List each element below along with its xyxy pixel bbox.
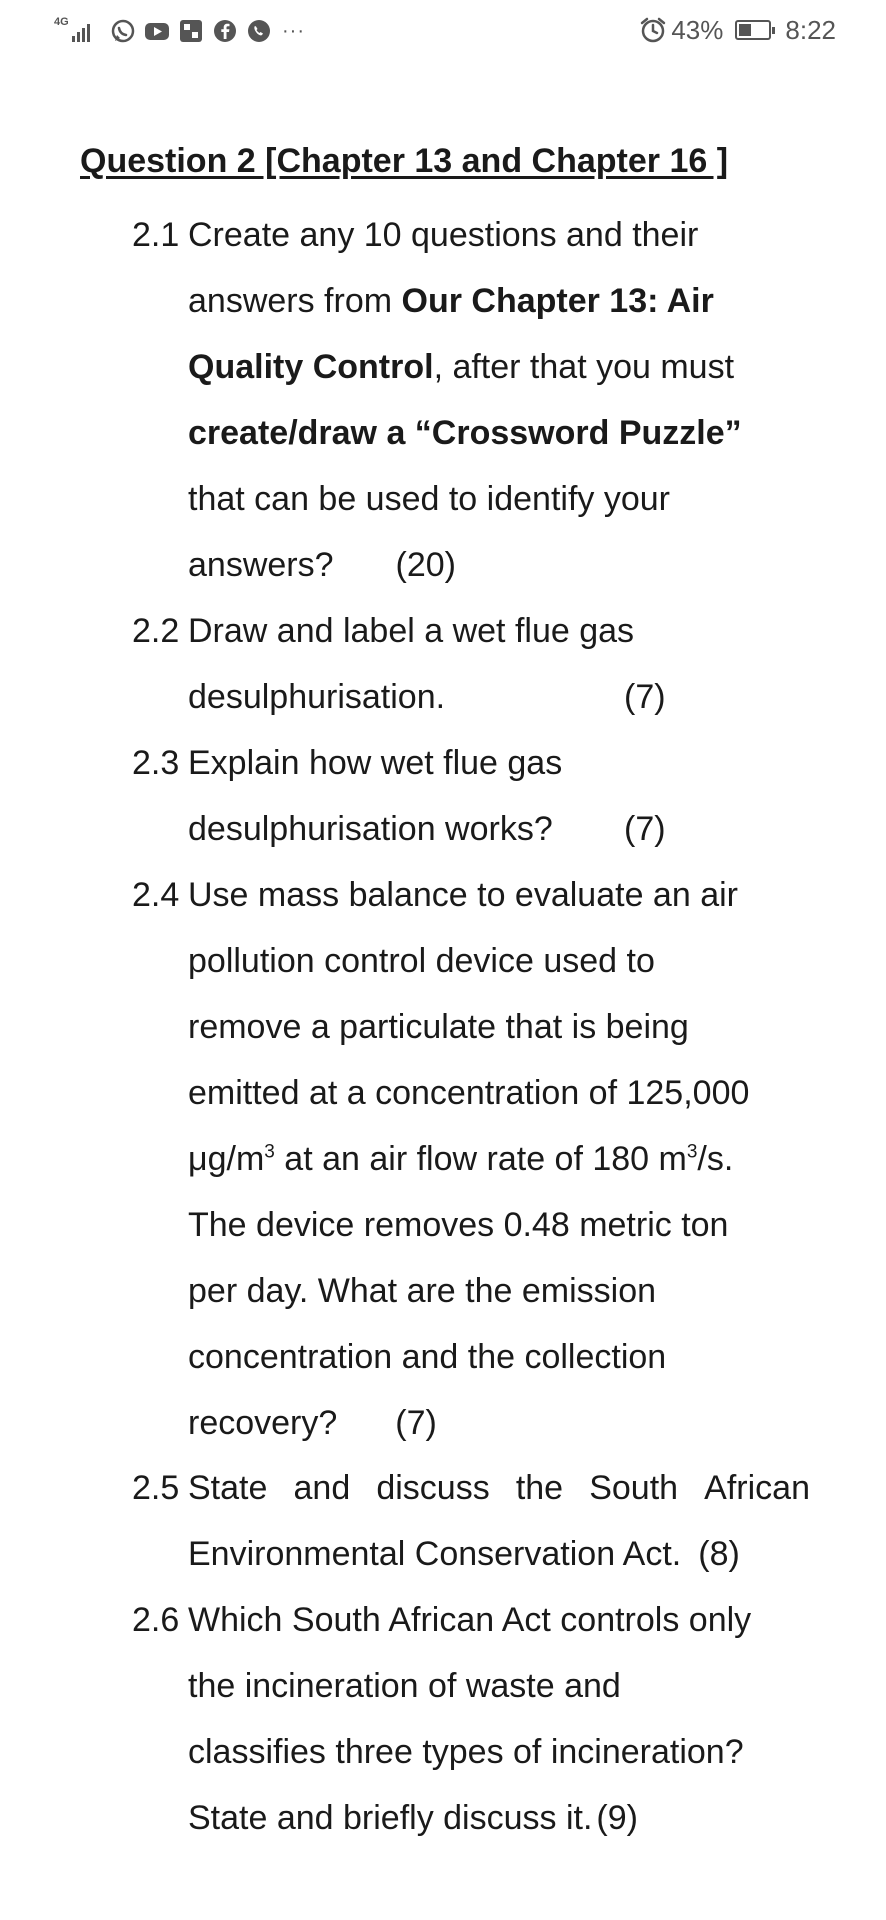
text-line: the incineration of waste and: [188, 1667, 621, 1705]
text-line: answers from Our Chapter 13: Air: [188, 282, 714, 320]
text-line: Quality Control, after that you must: [188, 348, 735, 386]
text-line: State and briefly discuss it. (9): [188, 1785, 823, 1851]
text-line: remove a particulate that is being: [188, 1008, 689, 1046]
status-bar: [0, 0, 886, 60]
question-text: [188, 862, 823, 1456]
question-text: [188, 730, 823, 862]
marks: (8): [698, 1535, 740, 1573]
alarm-icon: [639, 16, 667, 44]
question-text: [188, 598, 823, 730]
text-line: desulphurisation. (7): [188, 664, 823, 730]
facebook-icon: [212, 18, 238, 44]
text-line: that can be used to identify your: [188, 480, 670, 518]
marks: (9): [596, 1799, 638, 1837]
battery-percent: 43%: [671, 14, 724, 45]
question-text: [188, 202, 823, 598]
clock: 8:22: [785, 14, 836, 45]
text-line: answers? (20): [188, 532, 823, 598]
text-line: Draw and label a wet flue gas: [188, 612, 635, 650]
question-number: 2.6: [132, 1601, 180, 1639]
question-text: [188, 1587, 823, 1851]
text-line: emitted at a concentration of 125,000: [188, 1074, 750, 1112]
signal-icon: [52, 16, 102, 46]
gallery-icon: [178, 18, 204, 44]
status-right: [639, 14, 836, 46]
marks: (20): [395, 546, 456, 584]
battery-icon: [735, 20, 771, 40]
marks: (7): [624, 678, 666, 716]
text-line: concentration and the collection: [188, 1338, 667, 1376]
text-line: State and discuss the South African: [188, 1469, 810, 1507]
question-number: 2.2: [132, 612, 180, 650]
question-number: 2.5: [132, 1469, 180, 1507]
question-number: 2.4: [132, 876, 180, 914]
text-line: The device removes 0.48 metric ton: [188, 1206, 729, 1244]
text-line: Explain how wet flue gas: [188, 744, 563, 782]
question-heading: Question 2 [Chapter 13 and Chapter 16 ]: [80, 142, 729, 180]
text-line: Create any 10 questions and their: [188, 216, 699, 254]
text-line: per day. What are the emission: [188, 1272, 657, 1310]
question-text: [188, 1455, 823, 1587]
text-line: Which South African Act controls only: [188, 1601, 752, 1639]
phone-icon: [246, 18, 272, 44]
text-line: desulphurisation works? (7): [188, 796, 823, 862]
more-notifications-icon: ···: [282, 20, 305, 42]
text-line: classifies three types of incineration?: [188, 1733, 744, 1771]
text-line: pollution control device used to: [188, 942, 655, 980]
network-type: 4G: [54, 16, 69, 28]
text-line: $\mu g/m^3$ at an air flow rate of 180 $m^3/s$.: [188, 1140, 734, 1178]
marks: (7): [395, 1404, 437, 1442]
marks: (7): [624, 810, 666, 848]
question-number: 2.3: [132, 744, 180, 782]
text-line: Use mass balance to evaluate an air: [188, 876, 738, 914]
status-left: [52, 16, 305, 46]
whatsapp-icon: [110, 18, 136, 44]
text-line: Environmental Conservation Act. (8): [188, 1521, 823, 1587]
question-number: 2.1: [132, 216, 180, 254]
youtube-icon: [144, 18, 170, 44]
text-line: recovery? (7): [188, 1390, 823, 1456]
text-line: create/draw a “Crossword Puzzle”: [188, 414, 742, 452]
